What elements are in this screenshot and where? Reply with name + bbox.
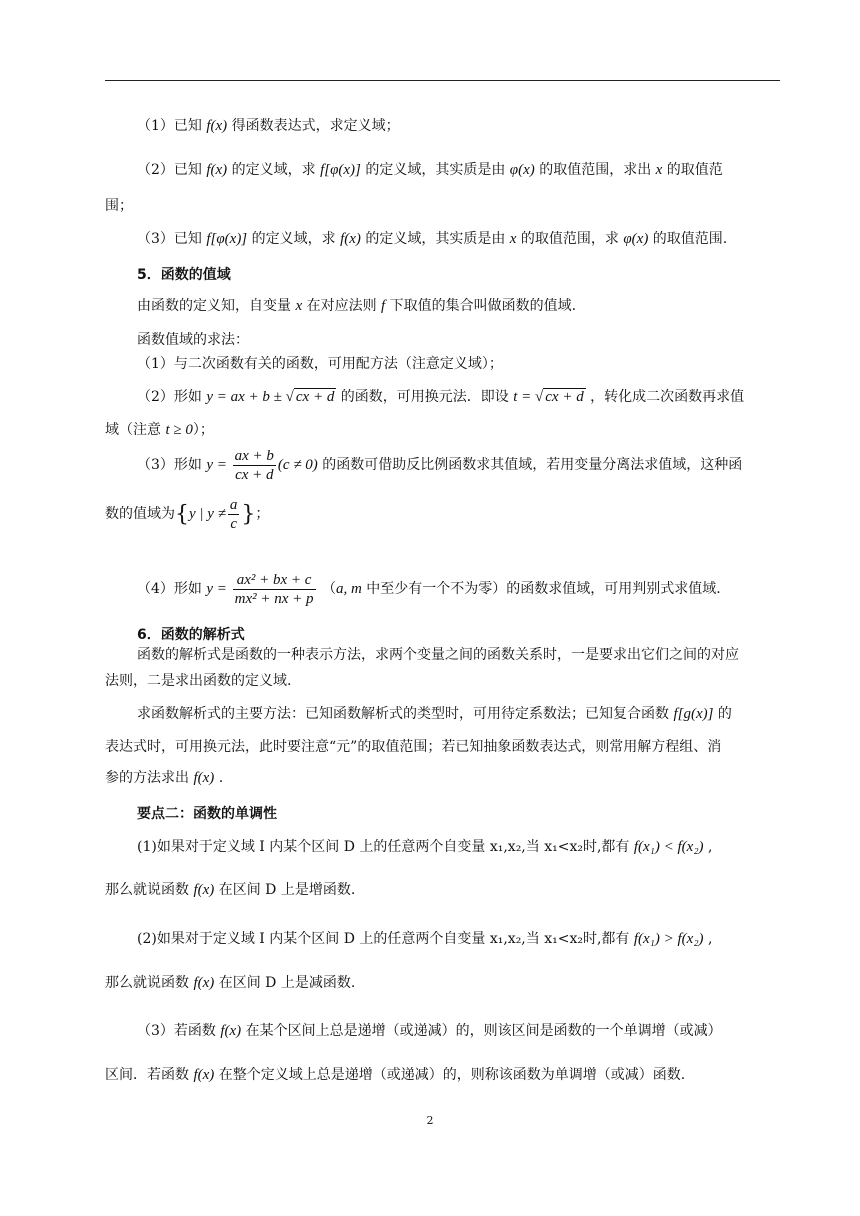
text: （2）已知 xyxy=(137,162,207,178)
page-number: 2 xyxy=(426,1114,434,1127)
para-monotonic-2 xyxy=(0,929,860,949)
text: (1)如果对于定义域 I 内某个区间 D 上的任意两个自变量 x₁,x₂,当 x₁<x₂时,都有 xyxy=(137,839,634,855)
math-formula: y = ax + b ± xyxy=(206,389,286,405)
denominator: mx² + nx + p xyxy=(234,590,314,607)
math-radicand: cx + d xyxy=(295,389,335,405)
text: 数的值域为 xyxy=(105,506,175,522)
text: 的函数，可用换元法．即设 xyxy=(336,389,514,405)
text: 的 xyxy=(713,706,732,722)
para-range-methods: 函数值域的求法： xyxy=(137,332,249,348)
text: 域（注意 xyxy=(105,422,166,438)
para-range-2 xyxy=(0,387,860,407)
text: 的函数可借助反比例函数求其值域，若用变量分离法求值域，这种函 xyxy=(317,457,743,473)
text: （ xyxy=(317,581,336,597)
fraction xyxy=(233,571,316,608)
para-monotonic-2-cont xyxy=(0,973,860,993)
para-range-3-cont xyxy=(0,495,860,534)
text: 区间．若函数 xyxy=(105,1067,194,1083)
para-range-1: （1）与二次函数有关的函数，可用配方法（注意定义域）； xyxy=(137,356,503,372)
text: 在某个区间上总是递增（或递减）的，则该区间是函数的一个单调增（或减） xyxy=(241,1023,722,1039)
math-fx: f(x) xyxy=(220,1023,242,1039)
text: （2）形如 xyxy=(137,389,207,405)
para-domain-2 xyxy=(0,160,860,180)
text: 参的方法求出 xyxy=(105,770,194,786)
text: 的定义域，求 xyxy=(227,162,321,178)
para-monotonic-1-cont xyxy=(0,880,860,900)
text: 在区间 D 上是减函数. xyxy=(214,975,356,991)
header-rule xyxy=(105,80,780,81)
math-fx: f(x) xyxy=(206,118,228,134)
para-domain-1 xyxy=(0,116,860,136)
text: 的取值范围，求出 xyxy=(534,162,656,178)
text: 由函数的定义知，自变量 xyxy=(137,298,296,314)
math-radicand: cx + d xyxy=(545,389,584,405)
math-y: y = xyxy=(206,457,231,473)
math-f: f xyxy=(381,298,386,314)
para-domain-2-cont xyxy=(0,196,860,216)
math-x: x xyxy=(655,162,663,178)
text: 的取值范围，求 xyxy=(516,231,624,247)
denominator: cx + d xyxy=(235,466,274,483)
para-expression-2-cont1: 表达式时，可用换元法，此时要注意“元”的取值范围；若已知抽象函数表达式，则常用解方程组、消 xyxy=(105,739,722,755)
fraction xyxy=(228,496,240,533)
para-range-2-cont xyxy=(0,420,860,440)
numerator: ax + b xyxy=(234,447,274,464)
text: （4）形如 xyxy=(137,581,207,597)
para-range-def xyxy=(0,296,860,316)
text: (2)如果对于定义域 I 内某个区间 D 上的任意两个自变量 x₁,x₂,当 x₁<x₂时,都有 xyxy=(137,931,634,947)
math-inequality: f(x₁) < f(x₂) xyxy=(633,839,704,855)
text: 在整个定义域上总是递增（或递减）的，则称该函数为单调增（或减）函数. xyxy=(214,1067,686,1083)
text: （3）已知 xyxy=(137,231,207,247)
para-expression-1: 函数的解析式是函数的一种表示方法，求两个变量之间的函数关系时，一是要求出它们之间的对应 xyxy=(137,647,739,663)
numerator: ax² + bx + c xyxy=(233,571,316,590)
text: （1）已知 xyxy=(137,118,207,134)
math-phi: φ(x) xyxy=(509,162,535,178)
text: 的取值范围. xyxy=(648,231,728,247)
text: （3）若函数 xyxy=(137,1023,221,1039)
text: 的定义域，其实质是由 xyxy=(360,231,510,247)
text: ）； xyxy=(192,422,214,438)
math-set: y | y ≠ xyxy=(189,506,226,522)
heading-expression: 6．函数的解析式 xyxy=(137,627,245,643)
fraction xyxy=(233,447,276,484)
math-phi: φ(x) xyxy=(623,231,649,247)
sqrt-icon: √ xyxy=(535,389,544,405)
math-fx: f(x) xyxy=(193,770,215,786)
text: 围； xyxy=(105,198,133,214)
text: , xyxy=(703,839,713,855)
text: 中至少有一个不为零）的函数求值域，可用判别式求值域. xyxy=(361,581,721,597)
math-fx: f(x) xyxy=(193,1067,215,1083)
heading-monotonic: 要点二：函数的单调性 xyxy=(137,806,277,822)
para-range-3 xyxy=(0,446,860,484)
math-f-phi: f[φ(x)] xyxy=(320,162,361,178)
para-range-4 xyxy=(0,570,860,608)
denominator: c xyxy=(230,515,237,532)
math-condition: (c ≠ 0) xyxy=(277,457,318,473)
text: 得函数表达式，求定义域； xyxy=(227,118,400,134)
text: , xyxy=(703,931,713,947)
text: 在区间 D 上是增函数. xyxy=(214,882,356,898)
math-x: x xyxy=(295,298,303,314)
math-fx: f(x) xyxy=(206,162,228,178)
para-expression-2-cont2 xyxy=(0,768,860,788)
sqrt-icon: √ xyxy=(285,389,294,405)
para-domain-3 xyxy=(0,229,860,249)
text: 的取值范 xyxy=(662,162,723,178)
math-y: y = xyxy=(206,581,231,597)
math-fx: f(x) xyxy=(193,975,215,991)
math-fx: f(x) xyxy=(340,231,361,247)
text: ； xyxy=(255,506,270,522)
text: 的定义域，求 xyxy=(247,231,341,247)
math-am: a, m xyxy=(335,581,362,597)
text: 的定义域，其实质是由 xyxy=(360,162,510,178)
text: （3）形如 xyxy=(137,457,207,473)
math-fx: f(x) xyxy=(193,882,215,898)
math-t: t = xyxy=(513,389,536,405)
math-x: x xyxy=(509,231,517,247)
text: 那么就说函数 xyxy=(105,975,194,991)
text: 求函数解析式的主要方法：已知函数解析式的类型时，可用待定系数法；已知复合函数 xyxy=(137,706,674,722)
math-f-g: f[g(x)] xyxy=(673,706,714,722)
text: 那么就说函数 xyxy=(105,882,194,898)
text: ，转化成二次函数再求值 xyxy=(585,389,745,405)
text: . xyxy=(214,770,224,786)
right-brace-icon: } xyxy=(241,502,256,527)
para-expression-2 xyxy=(0,704,860,724)
left-brace-icon: { xyxy=(175,502,189,527)
text: 下取值的集合叫做函数的值域. xyxy=(385,298,577,314)
numerator: a xyxy=(229,496,238,513)
math-condition: t ≥ 0 xyxy=(165,422,193,438)
para-monotonic-3-cont xyxy=(0,1065,860,1085)
heading-range: 5．函数的值域 xyxy=(137,267,231,283)
para-monotonic-3 xyxy=(0,1021,860,1041)
math-inequality: f(x₁) > f(x₂) xyxy=(633,931,704,947)
para-monotonic-1 xyxy=(0,837,860,857)
math-f-phi: f[φ(x)] xyxy=(206,231,248,247)
text: 在对应法则 xyxy=(302,298,382,314)
para-expression-1-cont: 法则，二是求出函数的定义域. xyxy=(105,673,292,689)
